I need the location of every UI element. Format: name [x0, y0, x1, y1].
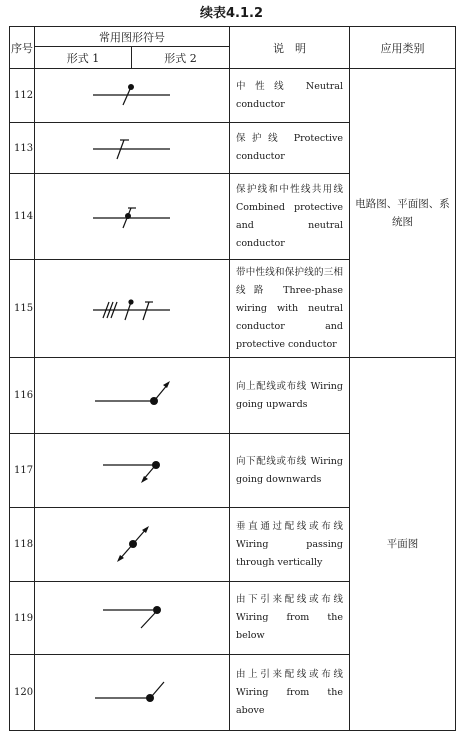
header-symbol: 常用图形符号: [35, 27, 230, 47]
row-number: 119: [10, 582, 35, 655]
header-description: 说 明: [230, 27, 350, 69]
row-description: 向上配线或布线 Wiring going upwards: [230, 358, 350, 434]
row-description: 保护线 Protective conductor: [230, 123, 350, 174]
row-description: 保护线和中性线共用线 Combined protective and neutral conductor: [230, 174, 350, 260]
row-description: 向下配线或布线 Wiring going downwards: [230, 434, 350, 508]
wiring-from-above-symbol: [35, 655, 230, 731]
wiring-through-vertically-symbol: [35, 508, 230, 582]
header-no: 序号: [10, 27, 35, 69]
protective-conductor-symbol: [35, 123, 230, 174]
category-group-1: 电路图、平面图、系统图: [350, 69, 456, 358]
neutral-conductor-symbol: [35, 69, 230, 123]
row-number: 112: [10, 69, 35, 123]
row-description: 由下引来配线或布线 Wiring from the below: [230, 582, 350, 655]
wiring-from-below-symbol: [35, 582, 230, 655]
row-number: 113: [10, 123, 35, 174]
header-application: 应用类别: [350, 27, 456, 69]
wiring-upwards-symbol: [35, 358, 230, 434]
table-title: 续表4.1.2: [199, 6, 263, 21]
row-description: 由上引来配线或布线 Wiring from the above: [230, 655, 350, 731]
category-group-2: 平面图: [350, 358, 456, 731]
wiring-downwards-symbol: [35, 434, 230, 508]
row-description: 垂直通过配线或布线 Wiring passing through vertically: [230, 508, 350, 582]
three-phase-wiring-symbol: [35, 260, 230, 358]
table-row: [10, 358, 456, 434]
row-number: 114: [10, 174, 35, 260]
row-number: 120: [10, 655, 35, 731]
table-row: [10, 69, 456, 123]
row-description: 带中性线和保护线的三相线路 Three-phase wiring with neutral conductor and protective conductor: [230, 260, 350, 358]
combined-pen-conductor-symbol: [35, 174, 230, 260]
header-form-2: 形式 2: [132, 47, 230, 69]
symbol-table: [9, 26, 456, 731]
header-form-1: 形式 1: [35, 47, 132, 69]
row-number: 117: [10, 434, 35, 508]
row-number: 115: [10, 260, 35, 358]
row-description: 中性线 Neutral conductor: [230, 69, 350, 123]
row-number: 116: [10, 358, 35, 434]
row-number: 118: [10, 508, 35, 582]
